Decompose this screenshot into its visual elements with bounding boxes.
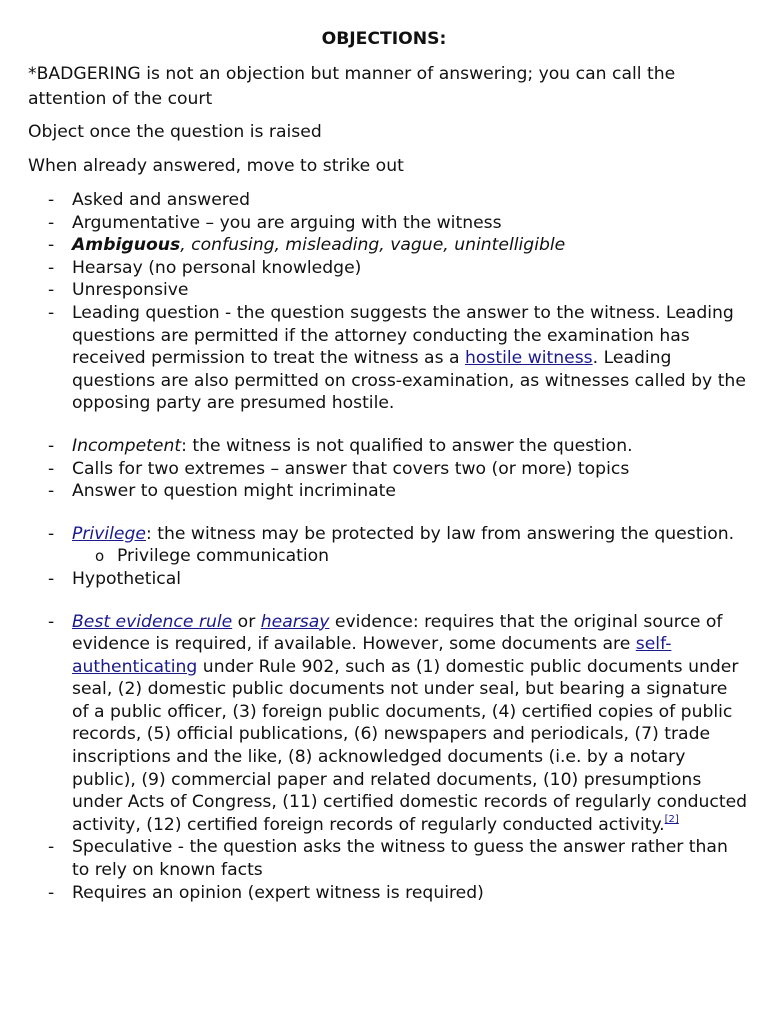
item-text: Hypothetical xyxy=(72,568,181,589)
dash-bullet: - xyxy=(48,523,55,544)
item-text: Asked and answered xyxy=(72,190,250,210)
list-item xyxy=(0,523,748,568)
item-text: . Leading questions are also permitted on cross-examination, as witnesses called by the opposing party are presumed hostile. xyxy=(72,348,746,414)
objections-list xyxy=(0,189,748,904)
list-item xyxy=(0,279,748,302)
dash-bullet: - xyxy=(48,212,55,233)
list-item xyxy=(0,568,748,591)
dash-bullet: - xyxy=(48,435,55,456)
item-text: Leading question - the question suggests the answer to the witness. Leading questions are permitted if the attorney conducting the examination has received permission to treat the witness as a xyxy=(72,302,734,369)
list-item xyxy=(0,257,748,280)
self-authenticating-link[interactable]: self-authenticating xyxy=(72,634,672,677)
dash-bullet: - xyxy=(48,882,55,903)
item-text: : the witness may be protected by law from answering the question. xyxy=(146,523,735,544)
item-text: Privilege communication xyxy=(117,546,330,567)
best-evidence-rule-link[interactable]: Best evidence rule xyxy=(72,611,233,632)
item-text: Requires an opinion (expert witness is required) xyxy=(72,882,484,903)
item-text: the question asks the witness to guess the answer rather than to rely on known facts xyxy=(72,837,728,881)
list-item xyxy=(0,611,748,837)
item-text: : the witness is not qualified to answer the question. xyxy=(181,435,633,456)
item-text: Argumentative – you are arguing with the witness xyxy=(72,212,502,233)
item-text: Hearsay (no personal knowledge) xyxy=(72,257,362,278)
dash-bullet: - xyxy=(48,837,55,858)
item-text: evidence: requires that the original source of evidence is required, if available. However, some documents are xyxy=(72,611,723,655)
item-text: Calls for two extremes – answer that covers two (or more) topics xyxy=(72,458,630,479)
dash-bullet: - xyxy=(48,280,55,301)
item-text: , confusing, misleading, vague, unintelligible xyxy=(180,235,566,256)
item-text: or xyxy=(232,611,261,632)
dash-bullet: - xyxy=(48,235,55,256)
circle-bullet: o xyxy=(95,547,105,566)
dash-bullet: - xyxy=(48,481,55,502)
intro-paragraph: When already answered, move to strike out xyxy=(28,156,404,176)
page-title: OBJECTIONS: xyxy=(321,29,447,49)
intro-object xyxy=(28,121,748,144)
item-text: Unresponsive xyxy=(72,280,189,301)
item-term: Speculative - xyxy=(72,837,184,858)
dash-bullet: - xyxy=(48,302,55,323)
hearsay-link[interactable]: hearsay xyxy=(260,611,330,632)
item-term: Ambiguous xyxy=(72,235,181,256)
dash-bullet: - xyxy=(48,611,55,632)
dash-bullet: - xyxy=(48,257,55,278)
list-item xyxy=(0,302,748,415)
list-item xyxy=(0,458,748,481)
sub-list-item xyxy=(72,545,748,568)
list-item xyxy=(0,836,748,881)
list-item xyxy=(0,212,748,235)
intro-paragraph: Object once the question is raised xyxy=(28,122,322,142)
sub-list xyxy=(72,545,748,568)
intro-paragraph: *BADGERING is not an objection but manner of answering; you can call the attention of the court xyxy=(28,64,676,109)
dash-bullet: - xyxy=(48,458,55,479)
item-text: Answer to question might incriminate xyxy=(72,481,396,502)
item-term: Incompetent xyxy=(72,435,182,456)
list-item xyxy=(0,882,748,905)
list-item xyxy=(0,189,748,212)
hostile-witness-link[interactable]: hostile witness xyxy=(465,348,593,369)
list-item xyxy=(0,480,748,503)
privilege-link[interactable]: Privilege xyxy=(72,523,146,544)
list-item xyxy=(0,234,748,257)
intro-badgering xyxy=(28,62,748,111)
intro-strike xyxy=(28,155,748,178)
dash-bullet: - xyxy=(48,190,55,210)
footnote-link[interactable]: [2] xyxy=(664,813,679,825)
dash-bullet: - xyxy=(48,568,55,589)
list-item xyxy=(0,435,748,458)
item-text: under Rule 902, such as (1) domestic public documents under seal, (2) domestic public documents not under seal, but bearing a signature of a public officer, (3) foreign public documents, (4) certified copies of public records, (5) official publications, (6) newspapers and periodicals, (7) trade inscriptions and the like, (8) acknowledged documents (i.e. by a notary public), (9) commercial paper and related documents, (10) presumptions under Acts of Congress, (11) certified domestic records of regularly conducted activity, (12) certified foreign records of regularly conducted activity. xyxy=(72,656,748,835)
